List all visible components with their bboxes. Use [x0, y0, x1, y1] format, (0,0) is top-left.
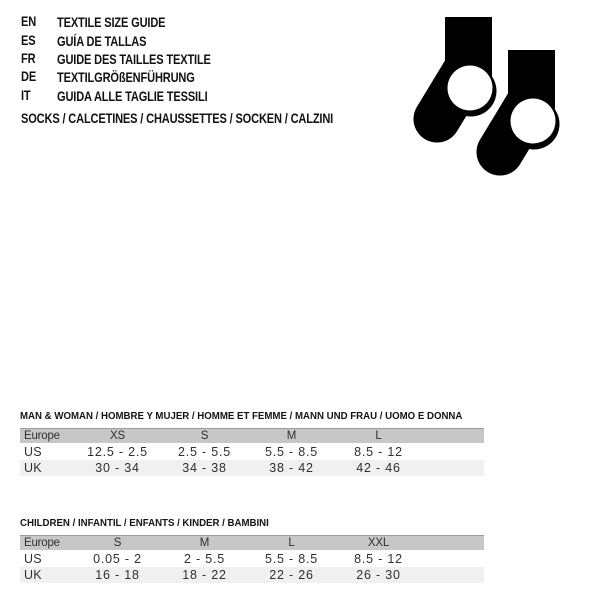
guide-title-en: TEXTILE SIZE GUIDE	[57, 14, 166, 31]
col-header-s: S	[113, 537, 122, 549]
region-label: UK	[24, 461, 42, 475]
col-header-l: L	[288, 537, 295, 549]
size-value: 26 - 30	[356, 568, 401, 582]
table-man-woman-title: MAN & WOMAN / HOMBRE Y MUJER / HOMME ET FEMME / MANN UND FRAU / UOMO E DONNA	[20, 410, 463, 422]
col-header-xxl: XXL	[367, 537, 390, 549]
size-value: 2.5 - 5.5	[177, 444, 232, 459]
category-line	[21, 109, 416, 127]
size-value: 16 - 18	[95, 568, 140, 582]
guide-title-es: GUÍA DE TALLAS	[57, 32, 147, 49]
sock-front	[500, 50, 560, 152]
size-table-children	[20, 535, 484, 583]
table-man-woman	[20, 409, 484, 476]
size-value: 8.5 - 12	[354, 444, 403, 459]
guide-title-it: GUIDA ALLE TAGLIE TESSILI	[57, 87, 208, 104]
socks-icon	[395, 5, 595, 190]
size-value: 30 - 34	[95, 461, 140, 475]
size-value: 38 - 42	[269, 461, 314, 475]
col-header-europe: Europe	[24, 537, 60, 549]
language-row-de	[21, 68, 416, 86]
sock-back	[437, 17, 497, 119]
guide-title-fr: GUIDE DES TAILLES TEXTILE	[57, 50, 211, 67]
table-header-row	[20, 535, 484, 550]
table-children-title: CHILDREN / INFANTIL / ENFANTS / KINDER / BAMBINI	[20, 517, 269, 529]
size-value: 5.5 - 8.5	[264, 551, 319, 566]
table-row-uk	[20, 460, 484, 476]
size-value: 18 - 22	[182, 568, 227, 582]
table-row-us	[20, 550, 484, 567]
language-row-es	[21, 31, 416, 49]
col-header-m: M	[286, 430, 297, 442]
size-value: 8.5 - 12	[354, 551, 403, 566]
table-header-row	[20, 428, 484, 443]
language-code-de: DE	[21, 68, 37, 85]
category-label: SOCKS / CALCETINES / CHAUSSETTES / SOCKEN / CALZINI	[21, 110, 334, 127]
table-row-us	[20, 443, 484, 460]
size-value: 42 - 46	[356, 461, 401, 475]
size-value: 5.5 - 8.5	[264, 444, 319, 459]
col-header-europe: Europe	[24, 430, 60, 442]
region-label: UK	[24, 568, 42, 582]
language-code-fr: FR	[21, 49, 36, 66]
language-code-en: EN	[21, 13, 37, 30]
size-value: 22 - 26	[269, 568, 314, 582]
table-children	[20, 516, 484, 583]
language-list	[21, 13, 416, 127]
language-row-fr	[21, 50, 416, 68]
size-value: 0.05 - 2	[93, 551, 142, 566]
col-header-s: S	[200, 430, 209, 442]
language-code-es: ES	[21, 31, 36, 48]
language-code-it: IT	[21, 86, 31, 103]
language-row-en	[21, 13, 416, 31]
size-table-man-woman	[20, 428, 484, 476]
size-value: 2 - 5.5	[183, 551, 226, 566]
region-label: US	[24, 551, 42, 566]
size-value: 34 - 38	[182, 461, 227, 475]
table-row-uk	[20, 567, 484, 583]
language-row-it	[21, 87, 416, 105]
guide-title-de: TEXTILGRÖßENFÜHRUNG	[57, 69, 195, 86]
col-header-xs: XS	[110, 430, 125, 442]
size-value: 12.5 - 2.5	[87, 444, 148, 459]
region-label: US	[24, 444, 42, 459]
col-header-m: M	[199, 537, 210, 549]
col-header-l: L	[375, 430, 382, 442]
